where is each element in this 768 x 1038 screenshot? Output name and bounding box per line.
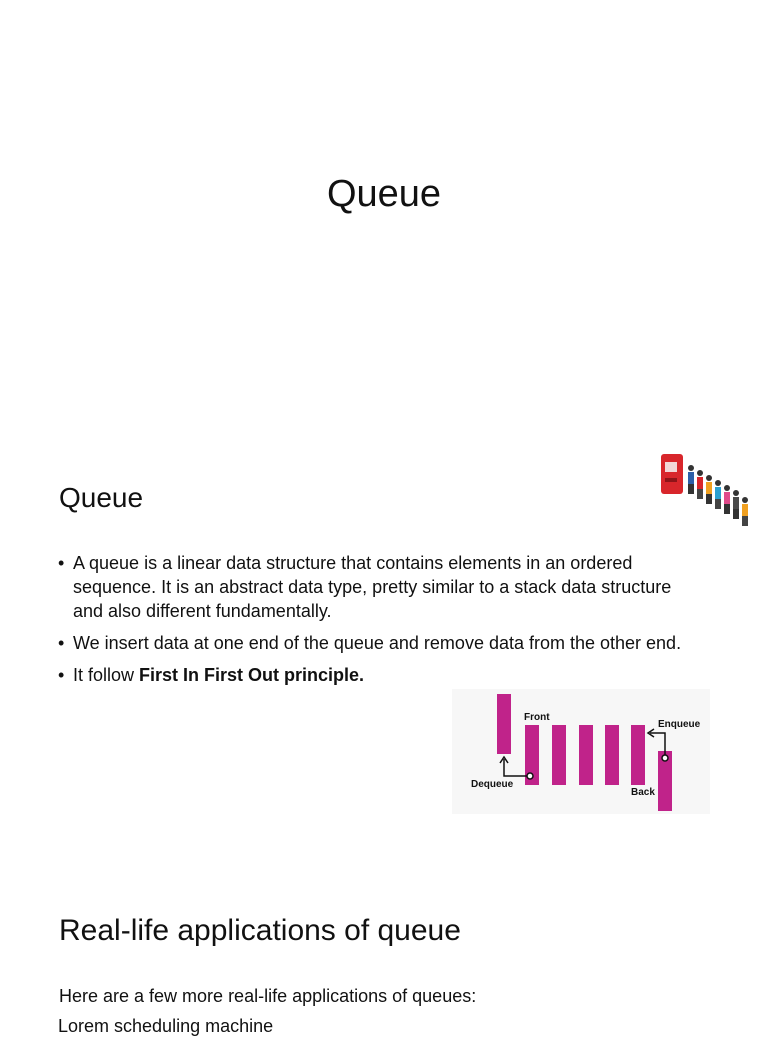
slide1-title: Queue [326,173,442,215]
slide3-title: Real-life applications of queue [59,914,461,947]
enqueue-label: Enqueue [658,719,701,730]
queue-diagram [452,689,710,814]
bullet-text: A queue is a linear data structure that contains elements in an ordered sequence. It is an abstract data type, pretty similar to a stack data structure and also different fundamentally. [73,553,672,621]
bullet-item [58,631,698,655]
queue-element-bar [552,725,566,785]
dequeued-element-bar [497,694,511,754]
slide3-intro: Here are a few more real-life applications of queues: [59,986,477,1006]
queue-element-bar [631,725,645,785]
bullet-item [58,551,698,623]
back-label: Back [631,787,655,798]
people-queue-icon [655,448,757,534]
slide2-title: Queue [59,482,144,513]
bullet-bold-text: First In First Out principle. [139,665,365,685]
slide2-bullet-list [58,551,698,695]
bullet-text: We insert data at one end of the queue and remove data from the other end. [73,633,682,653]
bullet-text: It follow [73,665,140,685]
bullet-item [58,663,433,687]
slide3-partial-bullet: Lorem scheduling machine [58,1016,274,1036]
dequeue-label: Dequeue [471,779,514,790]
queue-element-bar [605,725,619,785]
front-label: Front [524,712,550,723]
queue-element-bar [579,725,593,785]
